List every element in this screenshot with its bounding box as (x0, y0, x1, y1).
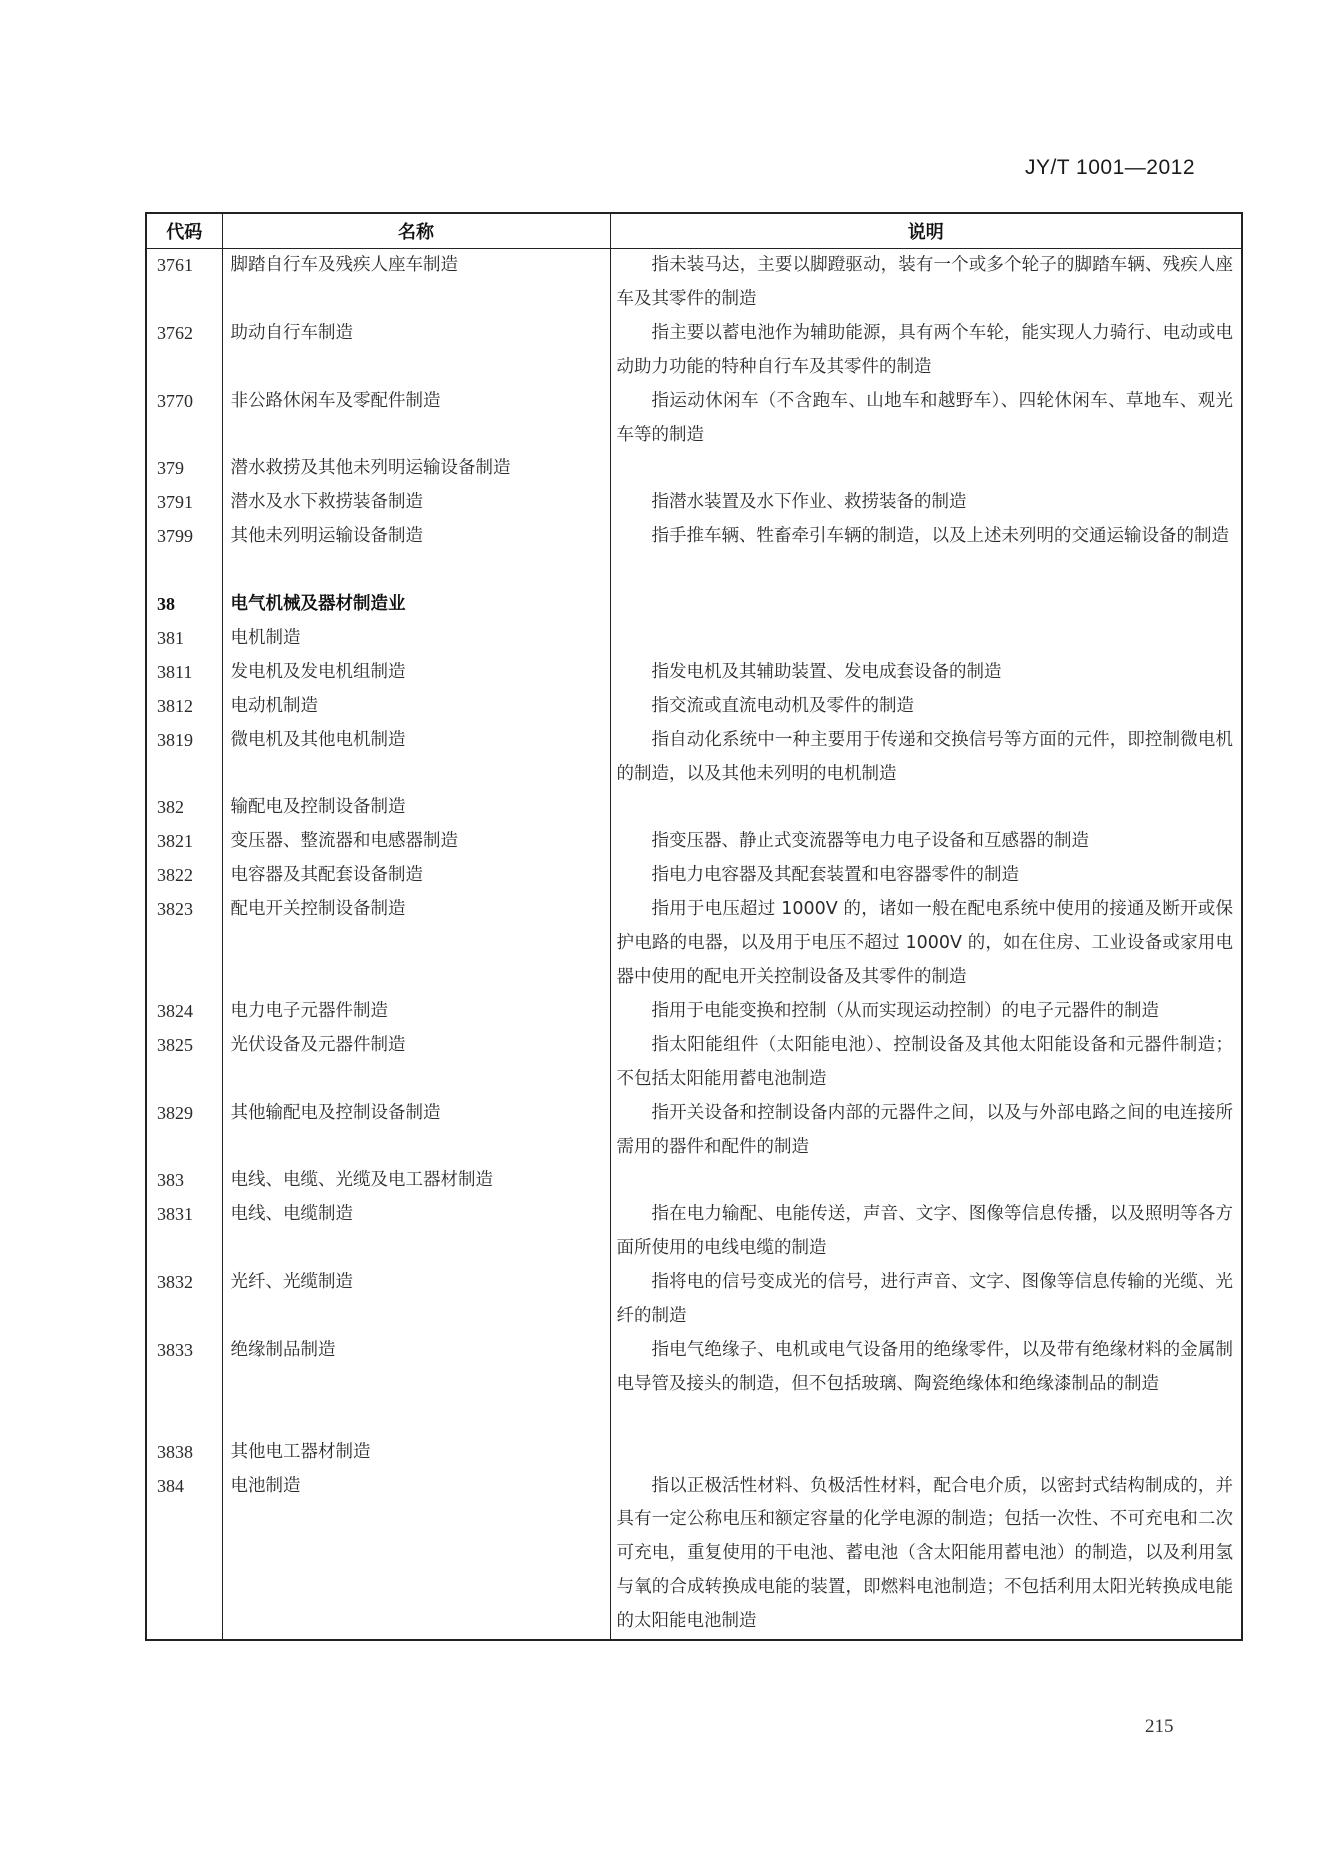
table-row (146, 724, 1242, 792)
code-cell: 379 (146, 452, 222, 486)
description-cell (610, 1436, 1242, 1470)
name-cell: 脚踏自行车及残疾人座车制造 (222, 249, 610, 317)
code-cell: 382 (146, 791, 222, 825)
description-cell: 指用于电压超过 1000V 的，诸如一般在配电系统中使用的接通及断开或保护电路的电器，以及用于电压不超过 1000V 的，如在住房、工业设备或家用电器中使用的配电开关控制设备及其零件的制造 (616, 899, 1233, 988)
description-cell: 指用于电能变换和控制（从而实现运动控制）的电子元器件的制造 (651, 1000, 1159, 1021)
code-cell: 3822 (146, 859, 222, 893)
page-number: 215 (1145, 1716, 1174, 1737)
name-cell: 电机制造 (222, 622, 610, 656)
code-cell: 3770 (146, 385, 222, 453)
table-row (146, 1097, 1242, 1165)
description-cell: 指手推车辆、牲畜牵引车辆的制造，以及上述未列明的交通运输设备的制造 (651, 526, 1229, 547)
name-cell: 配电开关控制设备制造 (222, 893, 610, 995)
table-row (146, 690, 1242, 724)
table-row (146, 588, 1242, 622)
name-cell: 其他输配电及控制设备制造 (222, 1097, 610, 1165)
table-row (146, 385, 1242, 453)
table-row (146, 995, 1242, 1029)
description-cell: 指将电的信号变成光的信号，进行声音、文字、图像等信息传输的光缆、光纤的制造 (616, 1272, 1233, 1327)
code-cell: 3838 (146, 1436, 222, 1470)
table-row (146, 317, 1242, 385)
table-row (146, 1198, 1242, 1266)
code-cell: 383 (146, 1164, 222, 1198)
column-header-name: 名称 (222, 213, 610, 249)
description-cell: 指以正极活性材料、负极活性材料，配合电介质，以密封式结构制成的，并具有一定公称电压和额定容量的化学电源的制造；包括一次性、不可充电和二次可充电，重复使用的干电池、蓄电池（含太阳能用蓄电池）的制造，以及利用氢与氧的合成转换成电能的装置，即燃料电池制造；不包括利用太阳光转换成电能的太阳能电池制造 (616, 1475, 1233, 1632)
name-cell: 绝缘制品制造 (222, 1334, 610, 1436)
description-cell: 指在电力输配、电能传送，声音、文字、图像等信息传播，以及照明等各方面所使用的电线电缆的制造 (616, 1204, 1233, 1259)
description-cell (610, 1164, 1242, 1198)
table-row (146, 656, 1242, 690)
code-cell: 3825 (146, 1029, 222, 1097)
name-cell: 光纤、光缆制造 (222, 1266, 610, 1334)
standard-code-header: JY/T 1001—2012 (1024, 156, 1195, 179)
description-cell: 指开关设备和控制设备内部的元器件之间，以及与外部电路之间的电连接所需用的器件和配件的制造 (616, 1102, 1233, 1157)
column-header-code: 代码 (146, 213, 222, 249)
name-cell: 潜水救捞及其他未列明运输设备制造 (222, 452, 610, 486)
name-cell: 电气机械及器材制造业 (222, 588, 610, 622)
name-cell: 助动自行车制造 (222, 317, 610, 385)
description-cell: 指运动休闲车（不含跑车、山地车和越野车）、四轮休闲车、草地车、观光车等的制造 (616, 390, 1233, 445)
table-row (146, 893, 1242, 995)
code-cell: 3762 (146, 317, 222, 385)
name-cell: 发电机及发电机组制造 (222, 656, 610, 690)
code-cell: 3821 (146, 825, 222, 859)
table-row (146, 1029, 1242, 1097)
code-cell: 381 (146, 622, 222, 656)
table-row (146, 1334, 1242, 1436)
description-cell: 指未装马达，主要以脚蹬驱动，装有一个或多个轮子的脚踏车辆、残疾人座车及其零件的制造 (616, 255, 1233, 309)
name-cell: 光伏设备及元器件制造 (222, 1029, 610, 1097)
description-cell: 指主要以蓄电池作为辅助能源，具有两个车轮，能实现人力骑行、电动或电动助力功能的特种自行车及其零件的制造 (616, 322, 1233, 377)
name-cell: 变压器、整流器和电感器制造 (222, 825, 610, 859)
name-cell: 电池制造 (222, 1470, 610, 1641)
code-cell: 3811 (146, 656, 222, 690)
code-cell: 3761 (146, 249, 222, 317)
table-row (146, 1164, 1242, 1198)
name-cell: 微电机及其他电机制造 (222, 724, 610, 792)
code-cell: 3791 (146, 486, 222, 520)
name-cell: 电线、电缆制造 (222, 1198, 610, 1266)
table-row (146, 249, 1242, 317)
table-row (146, 622, 1242, 656)
code-cell: 384 (146, 1470, 222, 1641)
name-cell: 非公路休闲车及零配件制造 (222, 385, 610, 453)
description-cell: 指交流或直流电动机及零件的制造 (651, 695, 914, 716)
name-cell: 电线、电缆、光缆及电工器材制造 (222, 1164, 610, 1198)
name-cell: 电力电子元器件制造 (222, 995, 610, 1029)
code-cell: 3824 (146, 995, 222, 1029)
code-cell: 3819 (146, 724, 222, 792)
column-header-description: 说明 (610, 213, 1242, 249)
table-row (146, 520, 1242, 588)
description-cell (610, 588, 1242, 622)
table-row (146, 791, 1242, 825)
description-cell (610, 791, 1242, 825)
classification-table (145, 212, 1243, 1641)
name-cell: 其他未列明运输设备制造 (222, 520, 610, 588)
table-body (146, 249, 1242, 1641)
description-cell: 指发电机及其辅助装置、发电成套设备的制造 (651, 661, 1002, 682)
table-row (146, 1470, 1242, 1641)
table-row (146, 825, 1242, 859)
table-row (146, 1436, 1242, 1470)
description-cell (610, 622, 1242, 656)
code-cell: 38 (146, 588, 222, 622)
table-row (146, 452, 1242, 486)
table-row (146, 486, 1242, 520)
code-cell: 3812 (146, 690, 222, 724)
name-cell: 潜水及水下救捞装备制造 (222, 486, 610, 520)
description-cell: 指变压器、静止式变流器等电力电子设备和互感器的制造 (651, 831, 1089, 852)
table-header-row (146, 213, 1242, 249)
description-cell (610, 452, 1242, 486)
code-cell: 3832 (146, 1266, 222, 1334)
table-row (146, 859, 1242, 893)
name-cell: 电容器及其配套设备制造 (222, 859, 610, 893)
code-cell: 3829 (146, 1097, 222, 1165)
name-cell: 电动机制造 (222, 690, 610, 724)
description-cell: 指电气绝缘子、电机或电气设备用的绝缘零件，以及带有绝缘材料的金属制电导管及接头的制造，但不包括玻璃、陶瓷绝缘体和绝缘漆制品的制造 (616, 1339, 1233, 1394)
code-cell: 3799 (146, 520, 222, 588)
code-cell: 3823 (146, 893, 222, 995)
code-cell: 3831 (146, 1198, 222, 1266)
name-cell: 其他电工器材制造 (222, 1436, 610, 1470)
table-row (146, 1266, 1242, 1334)
code-cell: 3833 (146, 1334, 222, 1436)
name-cell: 输配电及控制设备制造 (222, 791, 610, 825)
description-cell: 指潜水装置及水下作业、救捞装备的制造 (651, 492, 967, 513)
description-cell: 指自动化系统中一种主要用于传递和交换信号等方面的元件，即控制微电机的制造，以及其他未列明的电机制造 (616, 729, 1233, 784)
description-cell: 指太阳能组件（太阳能电池）、控制设备及其他太阳能设备和元器件制造；不包括太阳能用蓄电池制造 (616, 1034, 1233, 1089)
description-cell: 指电力电容器及其配套装置和电容器零件的制造 (651, 865, 1019, 886)
